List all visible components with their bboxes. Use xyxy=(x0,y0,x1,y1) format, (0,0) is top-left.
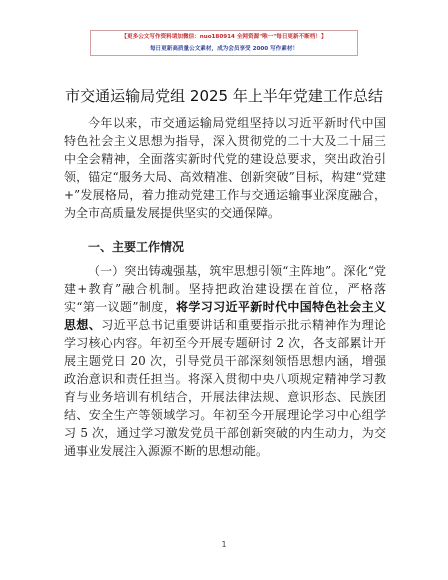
section-heading: 一、主要工作情况 xyxy=(88,240,185,254)
promo-banner xyxy=(90,30,358,56)
intro-paragraph: 今年以来，市交通运输局党组坚持以习近平新时代中国特色社会主义思想为指导，深入贯彻党的二十大及二十届三中全会精神，全面落实新时代党的建设总要求，突出政治引领，锚定“服务大局、高效精准、创新突破”目标，构建“党建+”发展格局，着力推动党建工作与交通运输事业深度融合，为全市高质量发展提供坚实的交通保障。 xyxy=(64,116,386,220)
body-paragraph-rest: 习近平总书记重要讲话和重要指示批示精神作为理论学习核心内容。年初至今开展专题研讨 2 次，各支部累计开展主题党日 20 次，引导党员干部深刻领悟思想内涵，增强政治意识和责任担当。将深入贯彻中央八项规定精神学习教育与业务培训有机结合，开展法律法规、意识形态、民族团结、安全生产等领域学习。年初至今开展理论学习中心组学习 5 次，通过学习激发党员干部创新突破的内生动力，为交通事业发展注入源源不断的思想动能。 xyxy=(64,318,386,458)
document-title: 市交通运输局党组 2025 年上半年党建工作总结 xyxy=(65,87,383,105)
promo-banner-line-2: 每日更新高质量公文素材，成为会员享受 2000 写作素材！ xyxy=(149,46,299,52)
promo-banner-line-1: 【更多公文写作资料请加微信：nuo180914 全网资源"唯一"每日更新不断档！】 xyxy=(121,34,327,40)
body-paragraph xyxy=(64,262,386,460)
body-paragraph-start: （一）突出铸魂强基，筑牢思想引领“主阵地”。深化“党建+教育”融合机制。坚持把政治建设摆在首位，严格落实“第一议题”制度， xyxy=(64,264,386,314)
page-number: 1 xyxy=(221,540,227,549)
body-paragraph-bold: 将学习习近平新时代中国特色社会主义思想、 xyxy=(64,300,386,332)
